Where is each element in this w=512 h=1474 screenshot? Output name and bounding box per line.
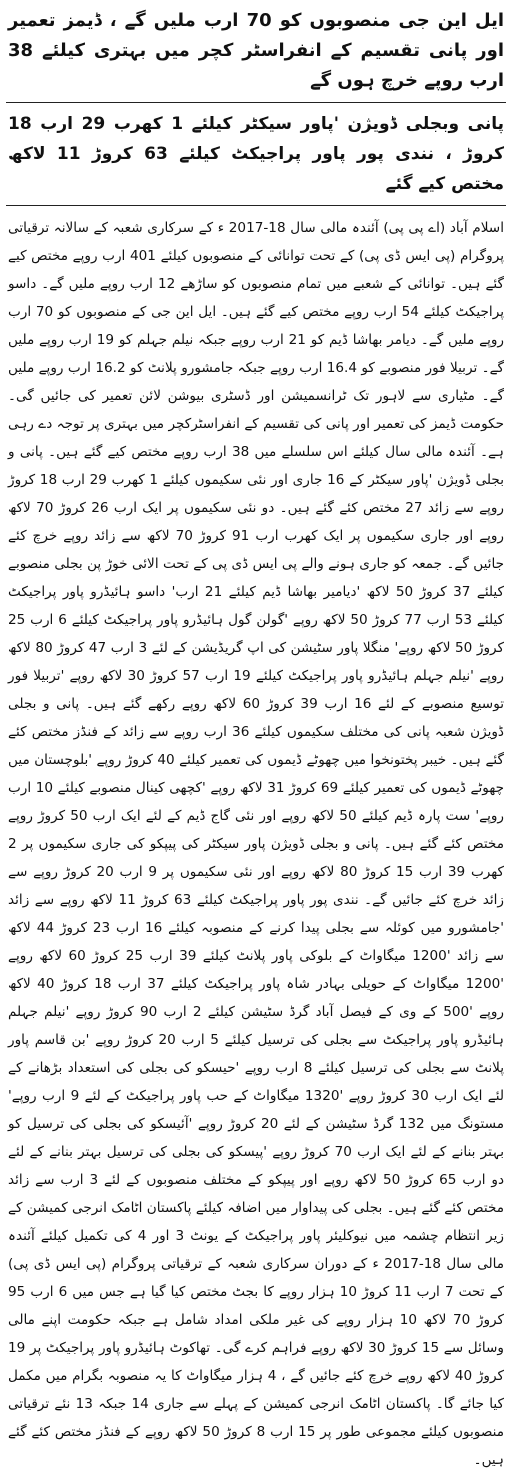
article-body: اسلام آباد (اے پی پی) آئندہ مالی سال 18-2017 ء کے سرکاری شعبہ کے سالانہ ترقیاتی پروگرام (پی ایس ڈی پی) کے تحت توانائی کے منصوبوں کیلئے 401 ارب روپے مختص کیے گئے ہیں۔ توانائی کے شعبے میں تمام منصوبوں کو ساڑھے 12 ارب روپے ملیں گے۔ داسو پراجیکٹ کیلئے 54 ارب روپے مختص کیے گئے ہیں۔ ایل این جی کے منصوبوں کو 70 ارب روپے ملیں گے۔ دیامر بھاشا ڈیم کو 21 ارب روپے جبکہ نیلم جہلم کو 19 ارب روپے ملیں گے۔ تربیلا فور منصوبے کو 16.4 ارب روپے جبکہ جامشورو پلانٹ کو 16.2 ارب روپے ملیں گے۔ مٹیاری سے لاہور تک ٹرانسمیشن اور ڈسٹری بیوشن لائن تعمیر کی جائیں گی۔ حکومت ڈیمز کی تعمیر اور پانی کی تقسیم کے انفراسٹرکچر میں بہتری پر توجہ دے رہی ہے۔ آئندہ مالی سال کیلئے اس سلسلے میں 38 ارب روپے مختص کیے گئے ہیں۔ پانی و بجلی ڈویژن 'پاور سیکٹر کے 16 جاری اور نئی سکیموں کیلئے 1 کھرب 29 ارب 18 کروڑ روپے سے زائد 27 مختص کئے گئے ہیں۔ دو نئی سکیموں پر ایک ارب 26 کروڑ 70 لاکھ روپے اور جاری سکیموں پر ایک کھرب ارب 91 کروڑ 70 لاکھ سے زائد روپے خرچ کئے جائیں گے۔ جمعہ کو جاری ہونے والے پی ایس ڈی پی کے تحت الائی خوڑ پن بجلی منصوبے کیلئے 37 کروڑ 50 لاکھ 'دیامیر بھاشا ڈیم کیلئے 21 ارب' داسو ہائیڈرو پاور پراجیکٹ کیلئے 53 ارب 77 کروڑ 50 لاکھ روپے 'گولن گول ہائیڈرو پاور پراجیکٹ کیلئے 6 ارب 25 کروڑ 50 لاکھ روپے' منگلا پاور سٹیشن کی اپ گریڈیشن کے لئے 3 ارب 47 کروڑ 80 لاکھ روپے 'نیلم جہلم ہائیڈرو پاور پراجیکٹ کیلئے 19 ارب 57 کروڑ 30 لاکھ روپے 'تربیلا فور توسیع منصوبے کے لئے 16 ارب 39 کروڑ 60 لاکھ روپے رکھے گئے ہیں۔ پانی و بجلی ڈویژن شعبہ پانی کی مختلف سکیموں کیلئے 36 ارب روپے سے زائد کے فنڈز مختص کئے گئے ہیں۔ خیبر پختونخوا میں چھوٹے ڈیموں کی تعمیر کیلئے 40 کروڑ روپے 'بلوچستان میں چھوٹے ڈیموں کی تعمیر کیلئے 69 کروڑ 31 لاکھ روپے 'کچھی کینال منصوبے کیلئے 10 ارب روپے' ست پارہ ڈیم کیلئے 50 لاکھ روپے اور نئی گاج ڈیم کے لئے ایک ارب 50 کروڑ روپے مختص کئے گئے ہیں۔ پانی و بجلی ڈویژن پاور سیکٹر کی پیپکو کی جاری سکیموں پر 2 کھرب 39 ارب 15 کروڑ 80 لاکھ روپے اور نئی سکیموں پر 9 ارب 20 کروڑ روپے سے زائد خرچ کئے جائیں گے۔ نندی پور پاور پراجیکٹ کیلئے 63 کروڑ 11 لاکھ روپے سے زائد 'جامشورو میں کوئلہ سے بجلی پیدا کرنے کے منصوبہ کیلئے 16 ارب 23 کروڑ 44 لاکھ سے زائد '1200 میگاواٹ کے بلوکی پاور پلانٹ کیلئے 39 ارب 25 کروڑ 60 لاکھ روپے '1200 میگاواٹ کے حویلی بہادر شاہ پاور پراجیکٹ کیلئے 37 ارب 18 کروڑ 40 لاکھ روپے '500 کے وی کے فیصل آباد گرڈ سٹیشن کیلئے 2 ارب 90 کروڑ روپے 'نیلم جہلم ہائیڈرو پاور پراجیکٹ سے بجلی کی ترسیل کیلئے 5 ارب 20 کروڑ روپے 'بن قاسم پاور پلانٹ سے بجلی کی ترسیل کیلئے 8 ارب روپے 'حیسکو کی بجلی کی استعداد بڑھانے کے لئے ایک ارب 30 کروڑ روپے '1320 میگاواٹ کے حب پاور پراجیکٹ کے لئے 9 ارب روپے' مستونگ میں 132 گرڈ سٹیشن کے لئے 20 کروڑ روپے 'آئیسکو کی بجلی کی ترسیل کو بہتر بنانے کے لئے ایک ارب 70 کروڑ روپے 'پیسکو کی بجلی کی ترسیل بہتر بنانے کے لئے دو ارب 65 کروڑ 50 لاکھ روپے اور پیپکو کے مختلف منصوبوں کے لئے 3 ارب سے زائد مختص کئے گئے ہیں۔ بجلی کی پیداوار میں اضافہ کیلئے پاکستان اٹامک انرجی کمیشن کے زیر انتظام چشمہ میں نیوکلیئر پاور پراجیکٹ کے یونٹ 3 اور 4 کی تکمیل کیلئے آئندہ مالی سال 18-2017 ء کے دوران سرکاری شعبہ کے ترقیاتی پروگرام (پی ایس ڈی پی) کے تحت 7 ارب 11 کروڑ 10 ہزار روپے کا بجٹ مختص کیا گیا ہے جس میں 6 ارب 95 کروڑ 70 لاکھ 10 ہزار روپے کی غیر ملکی امداد شامل ہے جبکہ حکومت اپنے مالی وسائل سے 15 کروڑ 30 لاکھ روپے فراہم کرے گی۔ تھاکوٹ ہائیڈرو پاور پراجیکٹ پر 19 کروڑ 40 لاکھ روپے خرچ کئے جائیں گے ، 4 ہزار میگاواٹ کا یہ منصوبہ بگرام میں مکمل کیا جائے گا۔ پاکستان اٹامک انرجی کمیشن کے پہلے سے جاری 14 جبکہ 13 نئے ترقیاتی منصوبوں کیلئے مجموعی طور پر 15 ارب 8 کروڑ 50 لاکھ روپے کے فنڈز مختص کئے گئے ہیں۔ xyxy=(8,220,505,1468)
subheadline: پانی وبجلی ڈویژن 'پاور سیکٹر کیلئے 1 کھرب 29 ارب 18 کروڑ ، نندی پور پاور پراجیکٹ کیلئے 63 کروڑ 11 لاکھ مختص کیے گئے xyxy=(8,114,504,194)
headline: ایل این جی منصوبوں کو 70 ارب ملیں گے ، ڈیمز تعمیر اور پانی تقسیم کے انفراسٹر کچر میں بہتری کیلئے 38 ارب روپے خرچ ہوں گے xyxy=(8,10,504,91)
